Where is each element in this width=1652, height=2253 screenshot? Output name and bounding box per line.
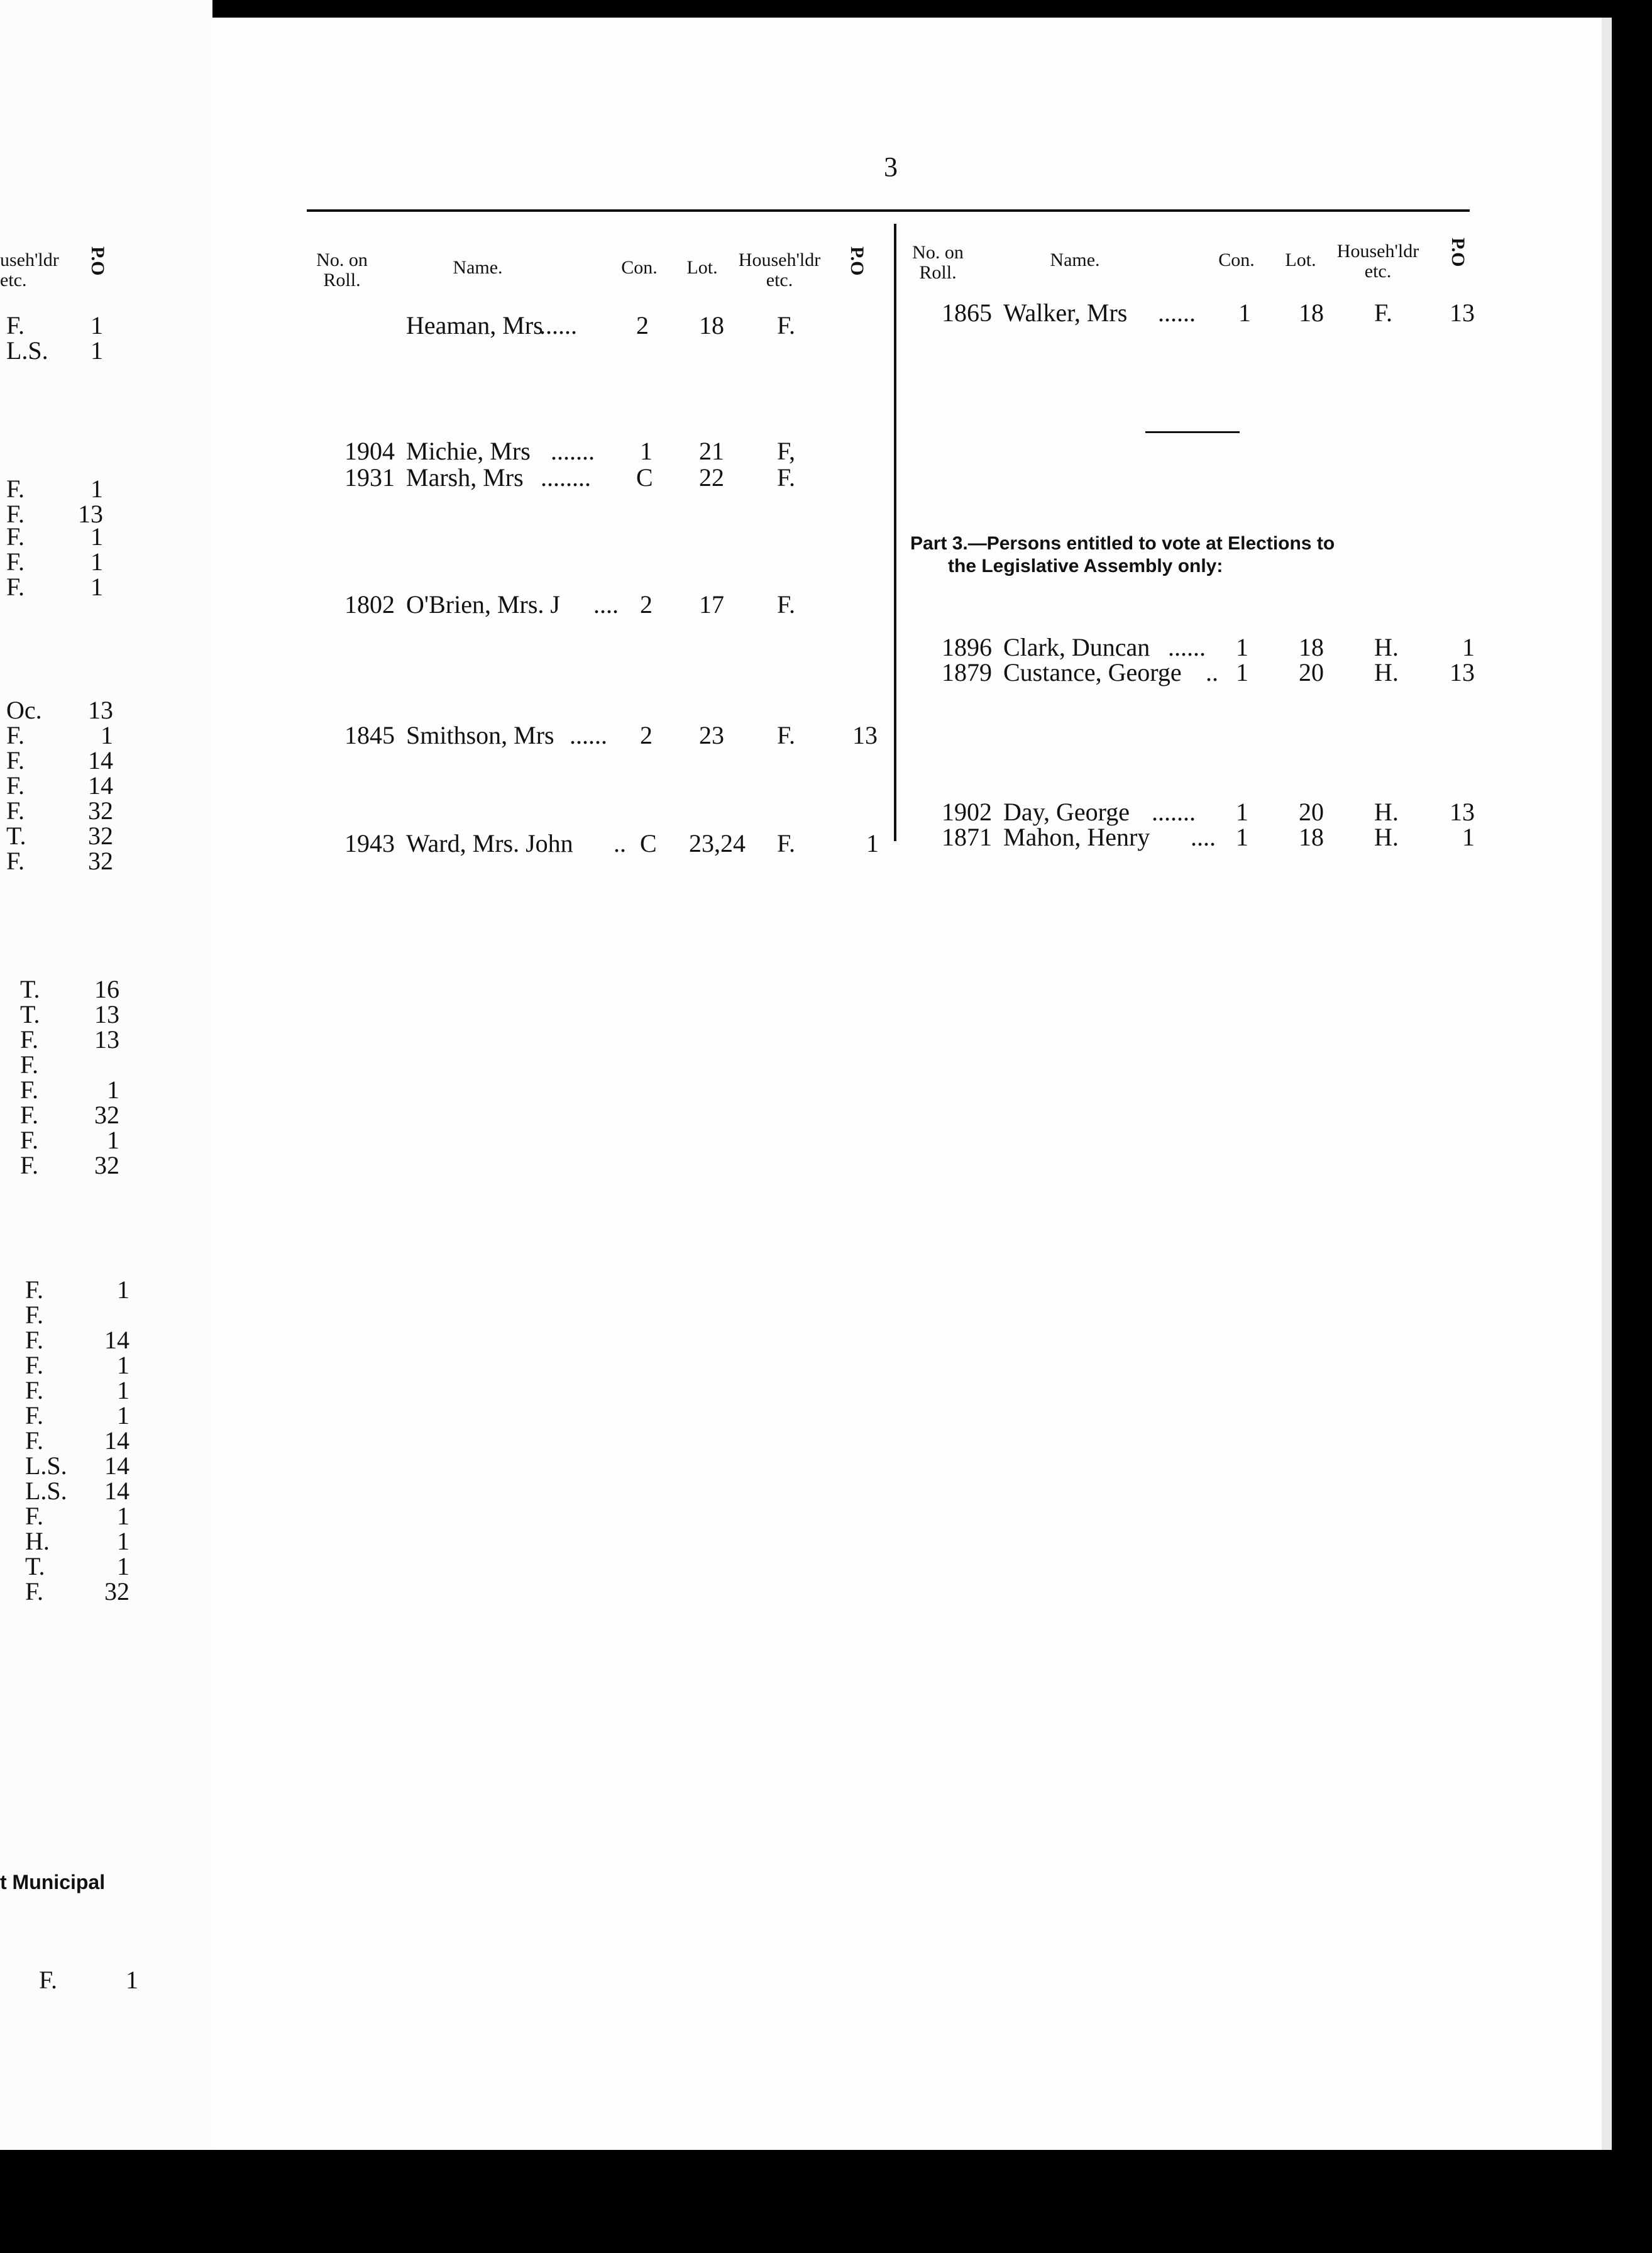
householder-status: F. — [25, 1426, 44, 1455]
householder-status: H. — [25, 1527, 50, 1555]
householder-status: F. — [777, 311, 796, 339]
scan-border — [0, 2150, 1652, 2253]
householder-status: F. — [6, 746, 25, 774]
leader-dots: ....... — [551, 437, 595, 465]
concession: 1 — [1236, 798, 1248, 826]
concession: 1 — [640, 437, 653, 465]
leader-dots: .... — [1191, 823, 1216, 851]
fragment-header-po: P.O — [87, 246, 108, 276]
post-office: 32 — [88, 847, 113, 875]
post-office: 1 — [91, 311, 103, 339]
column-divider — [894, 224, 896, 841]
voter-name: Heaman, Mrs — [406, 311, 543, 339]
post-office: 13 — [1450, 299, 1475, 327]
householder-status: H. — [1374, 798, 1399, 826]
lot: 21 — [699, 437, 724, 465]
voter-name: O'Brien, Mrs. J — [406, 590, 560, 619]
householder-status: F, — [777, 437, 796, 465]
voter-name: Custance, George — [1003, 658, 1182, 686]
householder-status: F. — [6, 311, 25, 339]
roll-number: 1802 — [344, 590, 395, 619]
post-office: 1 — [117, 1275, 129, 1304]
lot: 22 — [699, 463, 724, 492]
householder-status: F. — [6, 721, 25, 749]
post-office: 32 — [94, 1101, 119, 1129]
post-office: 14 — [104, 1477, 129, 1505]
householder-status: F. — [6, 771, 25, 800]
header-no-on-roll-right: No. on Roll. — [912, 242, 964, 283]
page-number: 3 — [884, 151, 898, 182]
post-office: 1 — [117, 1552, 129, 1580]
voter-name: Ward, Mrs. John — [406, 829, 573, 857]
concession: 1 — [1236, 823, 1248, 851]
post-office: 32 — [88, 822, 113, 850]
householder-status: F. — [25, 1502, 44, 1530]
lot: 23 — [699, 721, 724, 749]
post-office: 1 — [91, 336, 103, 365]
part3-heading-continued: the Legislative Assembly only: — [948, 556, 1223, 576]
concession: C — [640, 829, 657, 857]
header-lot: Lot. — [686, 257, 718, 278]
post-office: 1 — [117, 1376, 129, 1404]
householder-status: H. — [1374, 633, 1399, 661]
concession: 2 — [636, 311, 649, 339]
roll-number: 1871 — [942, 823, 992, 851]
householder-status: F. — [20, 1151, 39, 1179]
householder-status: F. — [777, 463, 796, 492]
householder-status: F. — [20, 1076, 39, 1104]
householder-status: F. — [777, 721, 796, 749]
concession: 1 — [1236, 633, 1248, 661]
post-office: 1 — [91, 548, 103, 576]
post-office: 32 — [94, 1151, 119, 1179]
post-office: 13 — [1450, 798, 1475, 826]
leader-dots: ...... — [539, 311, 577, 339]
leader-dots: ....... — [1152, 798, 1196, 826]
post-office: 1 — [117, 1502, 129, 1530]
householder-status: H. — [1374, 823, 1399, 851]
lot: 20 — [1299, 798, 1324, 826]
roll-number: 1865 — [942, 299, 992, 327]
roll-number: 1879 — [942, 658, 992, 686]
householder-status: F. — [6, 500, 25, 528]
header-rule — [307, 209, 1470, 212]
header-name: Name. — [453, 257, 503, 278]
concession: 2 — [640, 721, 653, 749]
householder-status: F. — [25, 1376, 44, 1404]
householder-status: F. — [6, 548, 25, 576]
header-con-right: Con. — [1218, 250, 1255, 270]
householder-status: F. — [39, 1966, 58, 1994]
post-office: 13 — [88, 696, 113, 724]
post-office: 1 — [126, 1966, 138, 1994]
lot: 18 — [1299, 299, 1324, 327]
householder-status: F. — [777, 590, 796, 619]
post-office: 14 — [104, 1452, 129, 1480]
roll-number: 1904 — [344, 437, 395, 465]
header-no-on-roll: No. on Roll. — [316, 250, 368, 290]
post-office: 1 — [107, 1126, 119, 1154]
post-office: 1 — [117, 1527, 129, 1555]
householder-status: F. — [20, 1025, 39, 1054]
header-po: P.O — [847, 246, 867, 276]
householder-status: Oc. — [6, 696, 42, 724]
householder-status: F. — [25, 1351, 44, 1379]
lot: 18 — [1299, 633, 1324, 661]
voter-name: Marsh, Mrs — [406, 463, 524, 492]
roll-number: 1902 — [942, 798, 992, 826]
post-office: 13 — [78, 500, 103, 528]
post-office: 1 — [91, 573, 103, 601]
post-office: 16 — [94, 975, 119, 1003]
householder-status: F. — [6, 475, 25, 503]
post-office: 1 — [91, 522, 103, 551]
householder-status: F. — [20, 1126, 39, 1154]
householder-status: F. — [1374, 299, 1393, 327]
header-con: Con. — [621, 257, 658, 278]
municipal-heading: t Municipal — [0, 1871, 106, 1893]
header-househldr-right: Househ'ldr etc. — [1336, 241, 1419, 282]
householder-status: T. — [25, 1552, 45, 1580]
householder-status: T. — [20, 1000, 40, 1028]
concession: 1 — [1236, 658, 1248, 686]
part3-heading: Part 3.—Persons entitled to vote at Elections to — [910, 533, 1335, 554]
post-office: 32 — [88, 796, 113, 825]
leader-dots: ...... — [1158, 299, 1196, 327]
roll-number: 1943 — [344, 829, 395, 857]
post-office: 1 — [866, 829, 879, 857]
householder-status: H. — [1374, 658, 1399, 686]
householder-status: F. — [25, 1326, 44, 1354]
leader-dots: .. — [1206, 658, 1218, 686]
post-office: 13 — [1450, 658, 1475, 686]
householder-status: F. — [777, 829, 796, 857]
voter-name: Walker, Mrs — [1003, 299, 1128, 327]
section-rule — [1145, 431, 1240, 433]
leader-dots: ...... — [570, 721, 607, 749]
householder-status: L.S. — [25, 1477, 67, 1505]
householder-status: F. — [25, 1577, 44, 1606]
post-office: 13 — [94, 1000, 119, 1028]
householder-status: T. — [6, 822, 26, 850]
householder-status: F. — [25, 1401, 44, 1429]
post-office: 1 — [1462, 823, 1475, 851]
post-office: 1 — [107, 1076, 119, 1104]
householder-status: F. — [20, 1101, 39, 1129]
header-name-right: Name. — [1050, 250, 1100, 270]
householder-status: F. — [6, 796, 25, 825]
householder-status: F. — [6, 847, 25, 875]
post-office: 1 — [101, 721, 113, 749]
post-office: 14 — [104, 1326, 129, 1354]
voter-name: Mahon, Henry — [1003, 823, 1150, 851]
voter-name: Smithson, Mrs — [406, 721, 554, 749]
post-office: 14 — [88, 746, 113, 774]
lot: 23,24 — [689, 829, 746, 857]
concession: 2 — [640, 590, 653, 619]
page-edge — [1602, 18, 1612, 2150]
concession: 1 — [1238, 299, 1251, 327]
householder-status: L.S. — [6, 336, 48, 365]
roll-number: 1896 — [942, 633, 992, 661]
voter-name: Clark, Duncan — [1003, 633, 1150, 661]
leader-dots: ...... — [1168, 633, 1206, 661]
householder-status: F. — [6, 573, 25, 601]
post-office: 1 — [91, 475, 103, 503]
lot: 18 — [1299, 823, 1324, 851]
header-househldr: Househ'ldr etc. — [738, 250, 821, 290]
post-office: 14 — [104, 1426, 129, 1455]
concession: C — [636, 463, 653, 492]
post-office: 1 — [117, 1401, 129, 1429]
lot: 18 — [699, 311, 724, 339]
householder-status: F. — [6, 522, 25, 551]
roll-number: 1845 — [344, 721, 395, 749]
householder-status: F. — [25, 1275, 44, 1304]
voter-name: Michie, Mrs — [406, 437, 531, 465]
header-lot-right: Lot. — [1285, 250, 1316, 270]
householder-status: L.S. — [25, 1452, 67, 1480]
leader-dots: .. — [614, 829, 626, 857]
householder-status: F. — [20, 1050, 39, 1079]
lot: 17 — [699, 590, 724, 619]
fragment-header-househldr: useh'ldr etc. — [0, 250, 59, 290]
householder-status: F. — [25, 1301, 44, 1329]
voter-name: Day, George — [1003, 798, 1130, 826]
post-office: 13 — [852, 721, 878, 749]
leader-dots: ........ — [541, 463, 591, 492]
post-office: 13 — [94, 1025, 119, 1054]
lot: 20 — [1299, 658, 1324, 686]
roll-number: 1931 — [344, 463, 395, 492]
header-po-right: P.O — [1448, 238, 1468, 267]
post-office: 1 — [1462, 633, 1475, 661]
post-office: 1 — [117, 1351, 129, 1379]
post-office: 32 — [104, 1577, 129, 1606]
post-office: 14 — [88, 771, 113, 800]
leader-dots: .... — [593, 590, 619, 619]
householder-status: T. — [20, 975, 40, 1003]
